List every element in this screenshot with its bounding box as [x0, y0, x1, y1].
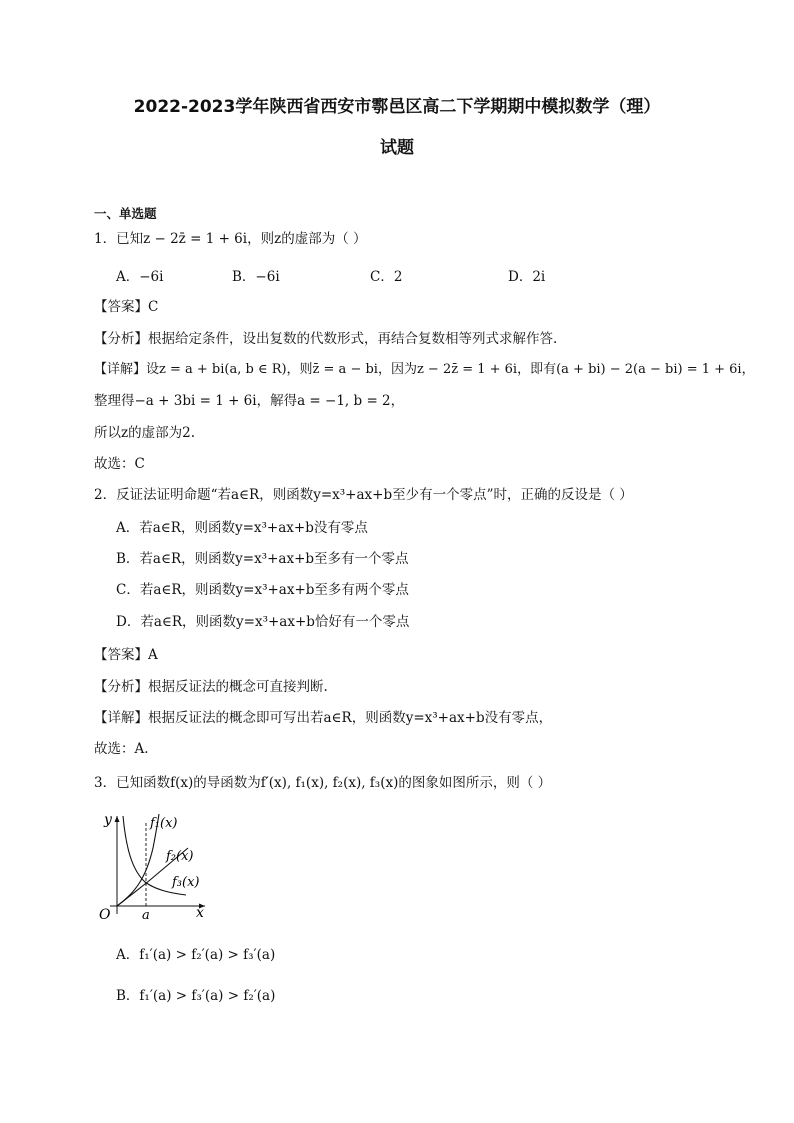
label-x: x — [196, 905, 204, 921]
q2-choice: 故选：A. — [94, 741, 149, 757]
q2-detail: 【详解】根据反证法的概念即可写出若a∈R，则函数y=x³+ax+b没有零点， — [94, 710, 553, 726]
y-axis-arrow — [115, 816, 120, 822]
label-origin: O — [99, 907, 111, 923]
q1-stem: 1．已知z − 2z̄ = 1 + 6i，则z的虚部为（ ） — [94, 231, 367, 247]
q2-option-d: D．若a∈R，则函数y=x³+ax+b恰好有一个零点 — [116, 614, 410, 630]
q1-detail-1: 【详解】设z = a + bi(a, b ∈ R)，则z̄ = a − bi，因为z − 2z̄ = 1 + 6i，即有(a + bi) − 2(a − bi) = 1 + 6i， — [94, 362, 755, 377]
q3-stem: 3．已知函数f(x)的导函数为f′(x), f₁(x), f₂(x), f₃(x)的图象如图所示，则（ ） — [94, 775, 552, 791]
q2-analysis: 【分析】根据反证法的概念可直接判断. — [94, 679, 328, 695]
q1-answer: 【答案】C — [94, 299, 159, 315]
q3-option-a: A．f₁′(a) > f₂′(a) > f₃′(a) — [116, 947, 276, 963]
q1-option-b: B．−6i — [232, 269, 280, 285]
q3-option-b: B．f₁′(a) > f₃′(a) > f₂′(a) — [116, 988, 276, 1004]
label-y: y — [104, 812, 112, 828]
function-graph-figure — [90, 808, 220, 923]
label-f2: f₂(x) — [166, 849, 194, 864]
q1-analysis: 【分析】根据给定条件，设出复数的代数形式，再结合复数相等列式求解作答. — [94, 331, 558, 347]
q1-option-a: A．−6i — [116, 269, 164, 285]
q2-answer: 【答案】A — [94, 647, 158, 663]
title-line-1: 2022-2023学年陕西省西安市鄠邑区高二下学期期中模拟数学（理） — [133, 97, 661, 117]
label-a: a — [142, 908, 150, 923]
title-line-2: 试题 — [380, 138, 414, 158]
q2-stem: 2．反证法证明命题“若a∈R，则函数y=x³+ax+b至少有一个零点”时，正确的反设是（ ） — [94, 487, 633, 503]
q1-detail-3: 所以z的虚部为2. — [94, 425, 195, 441]
section-heading: 一、单选题 — [94, 206, 157, 221]
label-f1: f₁(x) — [150, 816, 178, 831]
q1-detail-2: 整理得−a + 3bi = 1 + 6i，解得a = −1, b = 2， — [94, 393, 405, 409]
q1-option-d: D．2i — [508, 269, 546, 285]
q2-option-c: C．若a∈R，则函数y=x³+ax+b至多有两个零点 — [116, 582, 409, 598]
q2-option-b: B．若a∈R，则函数y=x³+ax+b至多有一个零点 — [116, 551, 409, 567]
q1-choice: 故选：C — [94, 456, 145, 472]
q2-option-a: A．若a∈R，则函数y=x³+ax+b没有零点 — [116, 520, 368, 536]
label-f3: f₃(x) — [172, 875, 200, 890]
q1-option-c: C．2 — [370, 269, 403, 285]
